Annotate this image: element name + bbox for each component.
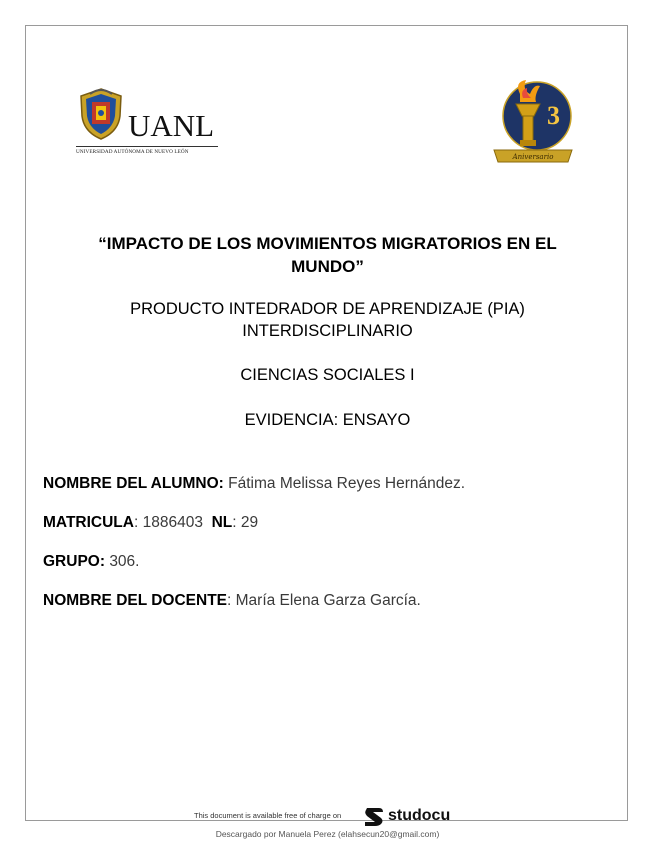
evidence-type: EVIDENCIA: ENSAYO: [244, 411, 411, 429]
studocu-logo-icon: [363, 805, 385, 827]
product-line: PRODUCTO INTEDRADOR DE APRENDIZAJE (PIA) INTERDISCIPLINARIO: [130, 300, 525, 340]
document-title: “IMPACTO DE LOS MOVIMIENTOS MIGRATORIOS EN EL MUNDO”: [98, 234, 557, 276]
student-name-field: [43, 474, 465, 494]
document-page: [25, 25, 628, 824]
torch-badge-script: Aniversario: [512, 153, 554, 161]
teacher-value: : María Elena Garza García.: [227, 592, 421, 609]
course-name: CIENCIAS SOCIALES I: [240, 366, 415, 384]
student-name-value: Fátima Melissa Reyes Hernández.: [228, 475, 466, 492]
matricula-field: [43, 513, 258, 533]
group-label: GRUPO:: [43, 553, 105, 570]
torch-anniversary-logo: [490, 80, 576, 168]
uanl-logo-text: UANL: [128, 108, 215, 143]
torch-badge-number: 3: [547, 101, 560, 130]
teacher-label: NOMBRE DEL DOCENTE: [43, 592, 228, 609]
availability-note: This document is available free of charge on: [194, 811, 342, 820]
nl-label: NL: [211, 514, 233, 531]
studocu-brand-name: studocu: [388, 807, 451, 824]
nl-value: : 29: [232, 514, 259, 531]
group-field: [43, 552, 139, 572]
studocu-brand-link[interactable]: [363, 805, 450, 827]
uanl-logo-rule: [76, 146, 218, 147]
downloaded-by-note: Descargado por Manuela Perez (elahsecun20@gmail.com): [215, 829, 440, 839]
matricula-value: : 1886403: [133, 514, 203, 531]
uanl-logo-subtitle: UNIVERSIDAD AUTÓNOMA DE NUEVO LEÓN: [76, 149, 189, 155]
uanl-seal-icon: [76, 86, 126, 142]
teacher-field: [43, 591, 421, 611]
group-value: 306.: [109, 553, 140, 570]
matricula-label: MATRICULA: [43, 514, 134, 531]
student-name-label: NOMBRE DEL ALUMNO:: [43, 475, 224, 492]
uanl-logo: [76, 86, 221, 158]
